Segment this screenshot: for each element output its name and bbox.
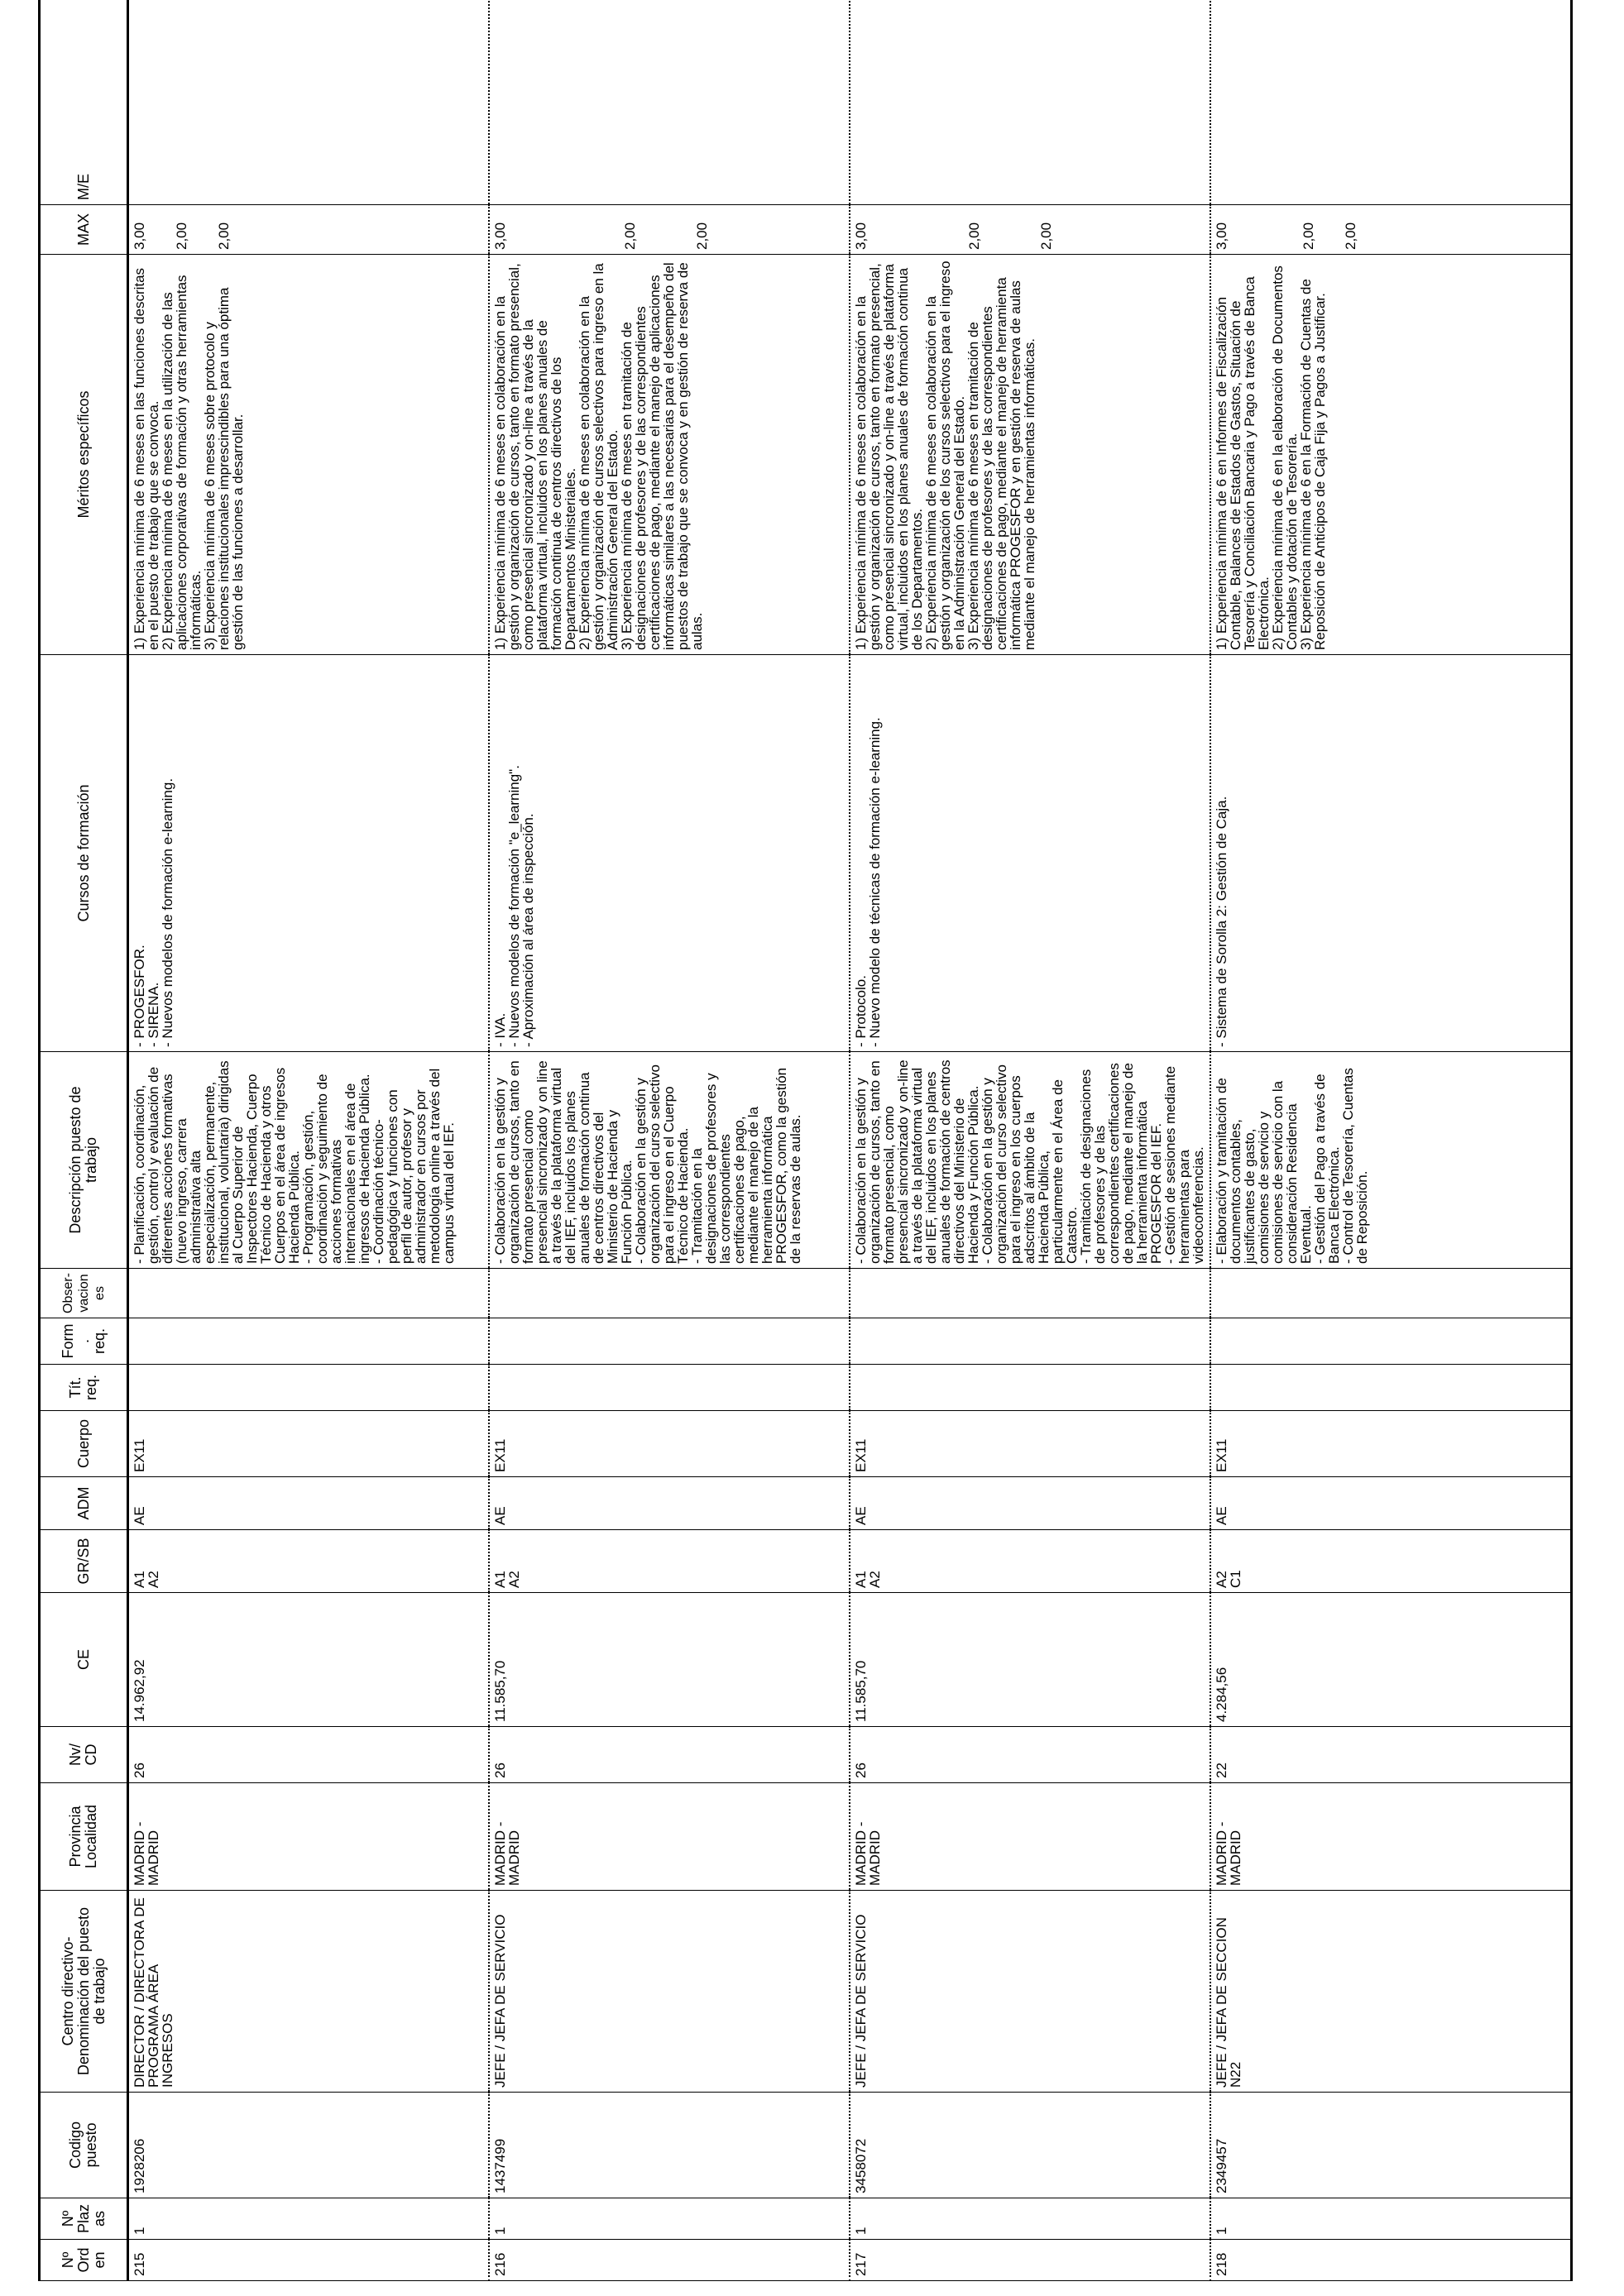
cell-meritos: 1) Experiencia mínima de 6 en Informes de Fiscalización Contable, Balances de Estados de Gastos, Situación de Tesorería y Conciliación Bancaria y Pago a través de Banca Electrónica. 2) Experiencia mínima de 6 en la elaboración de Documentos Contables y dotación de Tesorería. 3) Experiencia mínima de 6 en la Formación de Cuentas de Reposición de Anticipos de Caja Fija y Pagos a Justificar. (1210, 255, 1572, 655)
max-value: 3,00 (1214, 222, 1229, 250)
cell-tit (489, 1365, 850, 1411)
cell-adm: AE (850, 1477, 1210, 1530)
cell-centro: JEFE / JEFA DE SERVICIO (850, 1891, 1210, 2093)
cell-orden: 217 (850, 2240, 1210, 2281)
header-gr-sb: GR/SB (40, 1530, 128, 1593)
max-value: 2,00 (694, 222, 710, 250)
cell-gr: A1 A2 (850, 1530, 1210, 1593)
table-row (1210, 0, 1572, 2281)
cell-descripcion: - Colaboración en la gestión y organización de cursos, tanto en formato presencial, como presencial sincronizado y on-line a través de la plataforma virtual del IEF, incluidos en los planes anuales de formación de centros directivos del Ministerio de Hacienda y Función Pública. - Colaboración en la gestión y organización del curso selectivo para el ingreso en los cuerpos adscritos al ámbito de la Hacienda Pública, particularmente en el Área de Catastro. - Tramitación de designaciones de profesores y de las correspondientes certificaciones de pago, mediante el manejo de la herramienta informática PROGESFOR del IEF. - Gestión de sesiones mediante herramientas para videoconferencias. (850, 1052, 1210, 1269)
header-cuerpo: Cuerpo (40, 1411, 128, 1477)
cell-ce: 11.585,70 (850, 1593, 1210, 1727)
cell-meritos: 1) Experiencia mínima de 6 meses en colaboración en la gestión y organización de cursos, tanto en formato presencial, como presencial sincronizado y on-line a través de la plataforma virtual, incluidos en los planes anuales de formación continua de centros directivos de los Departamentos Ministeriales. 2) Experiencia mínima de 6 meses en colaboración en la gestión y organización de cursos selectivos para ingreso en la Administración General del Estado. 3) Experiencia mínima de 6 meses en tramitación de designaciones de profesores y de las correspondientes certificaciones de pago, mediante el manejo de aplicaciones informáticas similares a las necesarias para el desempeño del puestos de trabajo que se convoca y en gestión de reserva de aulas. (489, 255, 850, 655)
cell-centro: JEFE / JEFA DE SECCION N22 (1210, 1891, 1572, 2093)
header-tit-req: Tít. req. (40, 1365, 128, 1411)
max-value: 2,00 (1038, 222, 1054, 250)
cell-observaciones (1210, 1269, 1572, 1318)
cell-centro: DIRECTOR / DIRECTORA DE PROGRAMA ÁREA INGRESOS (128, 1891, 490, 2093)
cell-descripcion: - Planificación, coordinación, gestión, control y evaluación de diferentes acciones formativas (nuevo ingreso, carrera administrativa alta especialización, permanente, institucional, voluntaria) dirigidas al Cuerpo Superior de Inspectores Hacienda, Cuerpo Técnico de Hacienda y otros Cuerpos en el área de ingresos Hacienda Pública. - Programación, gestión, coordinación y seguimiento de acciones formativas internacionales en el área de ingresos de Hacienda Pública. - Coordinación técnico-pedagógica y funciones con perfil de autor, profesor y administrador en cursos por metodología online a través del campus virtual del IEF. (128, 1052, 490, 1269)
cell-provincia: MADRID - MADRID (1210, 1783, 1572, 1891)
cell-me (489, 0, 850, 205)
cell-me (128, 0, 490, 205)
cell-max (128, 205, 490, 255)
max-value: 3,00 (853, 222, 869, 250)
cell-gr: A1 A2 (489, 1530, 850, 1593)
header-observaciones: Obser- vaciones (40, 1269, 128, 1318)
cell-observaciones (850, 1269, 1210, 1318)
cell-form (128, 1318, 490, 1365)
cell-cuerpo: EX11 (128, 1411, 490, 1477)
max-value: 2,00 (1301, 222, 1316, 250)
cell-provincia: MADRID - MADRID (489, 1783, 850, 1891)
cell-ce: 4.284,56 (1210, 1593, 1572, 1727)
max-value: 2,00 (216, 222, 232, 250)
max-value: 3,00 (132, 222, 147, 250)
cell-nv: 26 (850, 1727, 1210, 1783)
cell-codigo: 3458072 (850, 2093, 1210, 2198)
cell-adm: AE (489, 1477, 850, 1530)
header-provincia: Provincia Localidad (40, 1783, 128, 1891)
cell-tit (850, 1365, 1210, 1411)
cell-plazas: 1 (128, 2198, 490, 2240)
cell-orden: 218 (1210, 2240, 1572, 2281)
cell-cursos: - PROGESFOR. - SIRENA. - Nuevos modelos de formación e-learning. (128, 655, 490, 1052)
header-descripcion: Descripción puesto de trabajo (40, 1052, 128, 1269)
cell-gr: A1 A2 (128, 1530, 490, 1593)
cell-ce: 11.585,70 (489, 1593, 850, 1727)
cell-tit (128, 1365, 490, 1411)
cell-provincia: MADRID - MADRID (850, 1783, 1210, 1891)
cell-nv: 26 (489, 1727, 850, 1783)
cell-max (1210, 205, 1572, 255)
table-row (850, 0, 1210, 2281)
header-meritos: Méritos específicos (40, 255, 128, 655)
cell-gr: A2 C1 (1210, 1530, 1572, 1593)
header-nv-cd: Nv/ CD (40, 1727, 128, 1783)
cell-plazas: 1 (489, 2198, 850, 2240)
header-n-orden: Nº Orden (40, 2240, 128, 2281)
cell-cuerpo: EX11 (1210, 1411, 1572, 1477)
cell-cursos: - IVA. - Nuevos modelos de formación "e_learning". - Aproximación al área de inspección. (489, 655, 850, 1052)
cell-cuerpo: EX11 (850, 1411, 1210, 1477)
cell-nv: 26 (128, 1727, 490, 1783)
cell-adm: AE (128, 1477, 490, 1530)
table-row (489, 0, 850, 2281)
positions-table (38, 0, 1573, 2281)
cell-tit (1210, 1365, 1572, 1411)
header-adm: ADM (40, 1477, 128, 1530)
header-row (40, 0, 128, 2281)
cell-cursos: - Protocolo. - Nuevo modelo de técnicas de formación e-learning. (850, 655, 1210, 1052)
header-me: M/E (40, 0, 128, 205)
cell-cuerpo: EX11 (489, 1411, 850, 1477)
cell-meritos: 1) Experiencia mínima de 6 meses en colaboración en la gestión y organización de cursos, tanto en formato presencial, como presencial sincronizado y on-line a través de plataforma virtual, incluidos en los planes anuales de formación continua de los Departamentos. 2) Experiencia mínima de 6 meses en colaboración en la gestión y organización de los cursos selectivos para el ingreso en la Administración General del Estado. 3) Experiencia mínima de 6 meses en tramitación de designaciones de profesores y de las correspondientes certificaciones de pago, mediante el manejo de herramienta informática PROGESFOR y en gestión de reserva de aulas mediante el manejo de herramientas informáticas. (850, 255, 1210, 655)
cell-orden: 215 (128, 2240, 490, 2281)
cell-meritos: 1) Experiencia mínima de 6 meses en las funciones descritas en el puesto de trabajo que se convoca. 2) Experiencia mínima de 6 meses en la utilización de las aplicaciones corporativas de formación y otras herramientas informáticas. 3) Experiencia mínima de 6 meses sobre protocolo y relaciones institucionales imprescindibles para una óptima gestión de las funciones a desarrollar. (128, 255, 490, 655)
cell-observaciones (489, 1269, 850, 1318)
cell-cursos: - Sistema de Sorolla 2: Gestión de Caja. (1210, 655, 1572, 1052)
cell-ce: 14.962,92 (128, 1593, 490, 1727)
max-value: 3,00 (492, 222, 508, 250)
header-centro: Centro directivo- Denominación del puesto de trabajo (40, 1891, 128, 2093)
cell-form (1210, 1318, 1572, 1365)
max-value: 2,00 (174, 222, 189, 250)
header-ce: CE (40, 1593, 128, 1727)
cell-plazas: 1 (1210, 2198, 1572, 2240)
header-n-plazas: Nº Plazas (40, 2198, 128, 2240)
cell-codigo: 1928206 (128, 2093, 490, 2198)
cell-provincia: MADRID - MADRID (128, 1783, 490, 1891)
cell-codigo: 1437499 (489, 2093, 850, 2198)
cell-codigo: 2349457 (1210, 2093, 1572, 2198)
cell-max (850, 205, 1210, 255)
cell-me (1210, 0, 1572, 205)
max-value: 2,00 (622, 222, 638, 250)
cell-observaciones (128, 1269, 490, 1318)
header-max: MAX (40, 205, 128, 255)
max-value: 2,00 (1343, 222, 1358, 250)
cell-me (850, 0, 1210, 205)
header-cursos: Cursos de formación (40, 655, 128, 1052)
cell-max (489, 205, 850, 255)
header-codigo: Codigo puesto (40, 2093, 128, 2198)
cell-descripcion: - Elaboración y tramitación de documentos contables, justificantes de gasto, comisiones de servicio y comisiones de servicio con la consideración Residencia Eventual. - Gestión del Pago a través de Banca Electrónica. - Control de Tesorería, Cuentas de Reposición. (1210, 1052, 1572, 1269)
cell-adm: AE (1210, 1477, 1572, 1530)
cell-nv: 22 (1210, 1727, 1572, 1783)
cell-descripcion: - Colaboración en la gestión y organización de cursos, tanto en formato presencial como presencial sincronizado y on line a través de la plataforma virtual del IEF, incluidos los planes anuales de formación continua de centros directivos del Ministerio de Hacienda y Función Pública. - Colaboración en la gestión y organización del curso selectivo para el ingreso en el Cuerpo Técnico de Hacienda. - Tramitación en la designaciones de profesores y las correspondientes certificaciones de pago, mediante el manejo de la herramienta informática PROGESFOR, como la gestión de la reservas de aulas. (489, 1052, 850, 1269)
cell-form (489, 1318, 850, 1365)
cell-form (850, 1318, 1210, 1365)
cell-centro: JEFE / JEFA DE SERVICIO (489, 1891, 850, 2093)
table-row (128, 0, 490, 2281)
cell-orden: 216 (489, 2240, 850, 2281)
max-value: 2,00 (966, 222, 982, 250)
header-form-req: Form. req. (40, 1318, 128, 1365)
cell-plazas: 1 (850, 2198, 1210, 2240)
